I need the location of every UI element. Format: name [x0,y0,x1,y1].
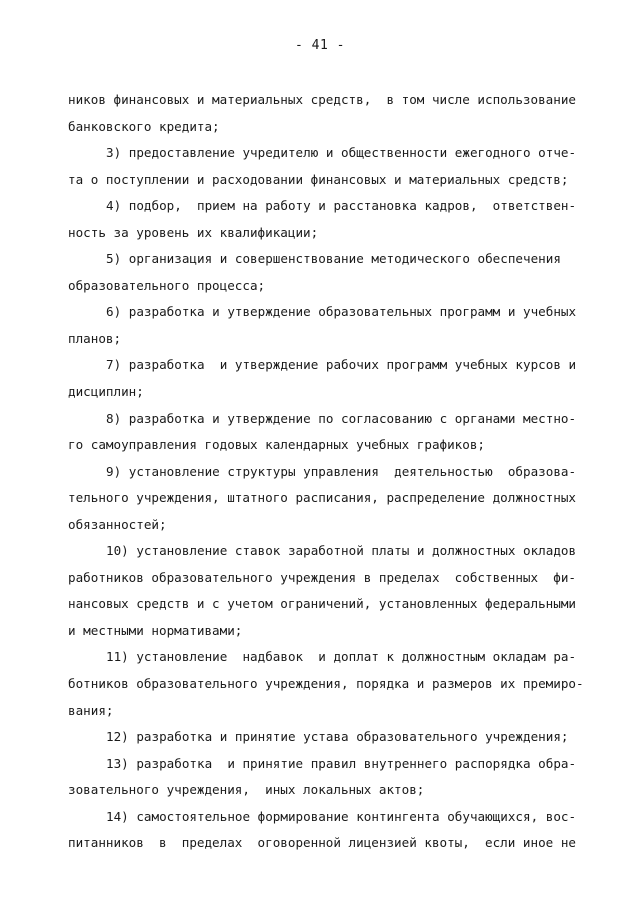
text-line: нансовых средств и с учетом ограничений, установленных федеральными [68,596,576,612]
text-line: ность за уровень их квалификации; [68,224,319,240]
text-line: и местными нормативами; [68,622,243,638]
text-line: 3) предоставление учредителю и общественности ежегодного отче- [106,145,577,161]
text-line: 10) установление ставок заработной платы и должностных окладов [106,543,577,559]
page-number: - 41 - [295,38,345,53]
text-line: тельного учреждения, штатного расписания, распределение должностных [68,490,576,506]
text-line: планов; [68,330,122,346]
text-line: 7) разработка и утверждение рабочих программ учебных курсов и [106,357,577,373]
text-line: 4) подбор, прием на работу и расстановка кадров, ответствен- [106,198,577,214]
text-line: 6) разработка и утверждение образовательных программ и учебных [106,304,577,320]
text-line: образовательного процесса; [68,277,266,293]
text-line: 5) организация и совершенствование методического обеспечения [106,251,561,267]
text-line: обязанностей; [68,516,167,532]
text-line: питанников в пределах оговоренной лицензией квоты, если иное не [68,835,576,851]
text-line: 8) разработка и утверждение по согласованию с органами местно- [106,410,577,426]
text-line: вания; [68,702,114,718]
text-line: 11) установление надбавок и доплат к должностным окладам ра- [106,649,577,665]
text-line: 12) разработка и принятие устава образовательного учреждения; [106,729,569,745]
text-line: 14) самостоятельное формирование контингента обучающихся, вос- [106,808,577,824]
text-line: 13) разработка и принятие правил внутреннего распорядка обра- [106,755,577,771]
text-line: ботников образовательного учреждения, порядка и размеров их премиро- [68,676,584,692]
text-line: та о поступлении и расходовании финансовых и материальных средств; [68,171,569,187]
body-text [68,90,588,860]
text-line: ников финансовых и материальных средств, в том числе использование [68,92,576,107]
text-line: го самоуправления годовых календарных учебных графиков; [68,437,486,453]
text-line: работников образовательного учреждения в пределах собственных фи- [68,569,576,585]
text-line: банковского кредита; [68,118,220,134]
text-line: 9) установление структуры управления деятельностью образова- [106,463,577,479]
text-line: зовательного учреждения, иных локальных актов; [68,782,425,798]
text-line: дисциплин; [68,384,144,400]
